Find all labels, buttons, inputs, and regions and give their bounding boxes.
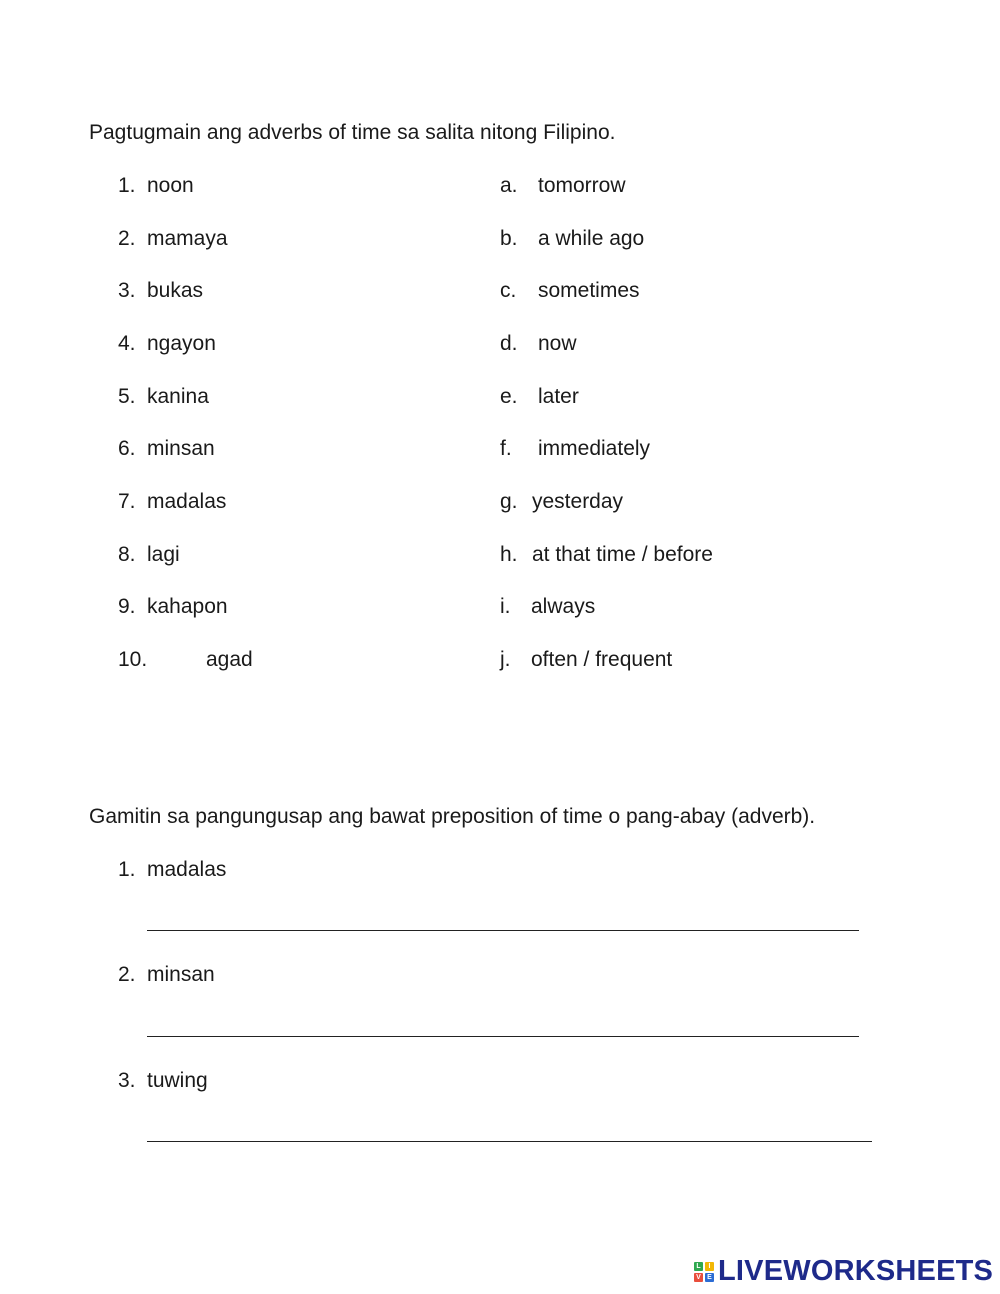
answer-line[interactable] <box>147 1036 859 1037</box>
right-item-letter: g. <box>500 490 518 513</box>
logo-mark-letter: E <box>705 1273 714 1282</box>
left-item-word: noon <box>147 174 194 197</box>
right-item-letter: j. <box>500 648 511 671</box>
sentence-item-number: 1. <box>118 858 136 881</box>
left-item-number: 9. <box>118 595 136 618</box>
matching-instruction: Pagtugmain ang adverbs of time sa salita nitong Filipino. <box>89 121 616 144</box>
right-item-letter: h. <box>500 543 518 566</box>
logo-mark-icon <box>694 1262 714 1282</box>
answer-line[interactable] <box>147 1141 872 1142</box>
liveworksheets-logo <box>694 1257 993 1286</box>
left-item-word: kahapon <box>147 595 228 618</box>
right-item-meaning: yesterday <box>532 490 624 513</box>
left-item-word: minsan <box>147 437 215 460</box>
left-item-number: 3. <box>118 279 136 302</box>
right-item-letter: f. <box>500 437 512 460</box>
right-item-meaning: later <box>538 385 579 408</box>
right-item-meaning: at that time / before <box>532 543 713 566</box>
right-item-letter: b. <box>500 227 518 250</box>
sentence-instruction: Gamitin sa pangungusap ang bawat preposition of time o pang-abay (adverb). <box>89 805 816 828</box>
left-item-word: lagi <box>147 543 180 566</box>
right-item-meaning: immediately <box>538 437 651 460</box>
left-item-word: mamaya <box>147 227 228 250</box>
left-item-word: madalas <box>147 490 227 513</box>
left-item-number: 2. <box>118 227 136 250</box>
left-item-number: 7. <box>118 490 136 513</box>
left-item-number: 6. <box>118 437 136 460</box>
right-item-meaning: often / frequent <box>531 648 673 671</box>
left-item-word: agad <box>206 648 253 671</box>
right-item-letter: d. <box>500 332 518 355</box>
logo-mark-letter: I <box>705 1262 714 1271</box>
left-item-number: 4. <box>118 332 136 355</box>
right-item-meaning: now <box>538 332 577 355</box>
left-item-number: 8. <box>118 543 136 566</box>
right-item-meaning: a while ago <box>538 227 645 250</box>
logo-mark-letter: V <box>694 1273 703 1282</box>
left-item-word: kanina <box>147 385 209 408</box>
left-item-number: 10. <box>118 648 148 671</box>
sentence-item-number: 2. <box>118 963 136 986</box>
sentence-item-word: madalas <box>147 858 227 881</box>
left-item-word: ngayon <box>147 332 216 355</box>
left-item-word: bukas <box>147 279 204 302</box>
sentence-item-number: 3. <box>118 1069 136 1092</box>
right-item-letter: a. <box>500 174 518 197</box>
logo-text: LIVEWORKSHEETS <box>718 1255 994 1287</box>
right-item-letter: i. <box>500 595 511 618</box>
right-item-meaning: tomorrow <box>538 174 626 197</box>
logo-mark-letter: L <box>694 1262 703 1271</box>
left-item-number: 1. <box>118 174 136 197</box>
left-item-number: 5. <box>118 385 136 408</box>
right-item-letter: e. <box>500 385 518 408</box>
sentence-item-word: tuwing <box>147 1069 208 1092</box>
right-item-letter: c. <box>500 279 517 302</box>
right-item-meaning: sometimes <box>538 279 640 302</box>
sentence-item-word: minsan <box>147 963 215 986</box>
answer-line[interactable] <box>147 930 859 931</box>
right-item-meaning: always <box>531 595 596 618</box>
